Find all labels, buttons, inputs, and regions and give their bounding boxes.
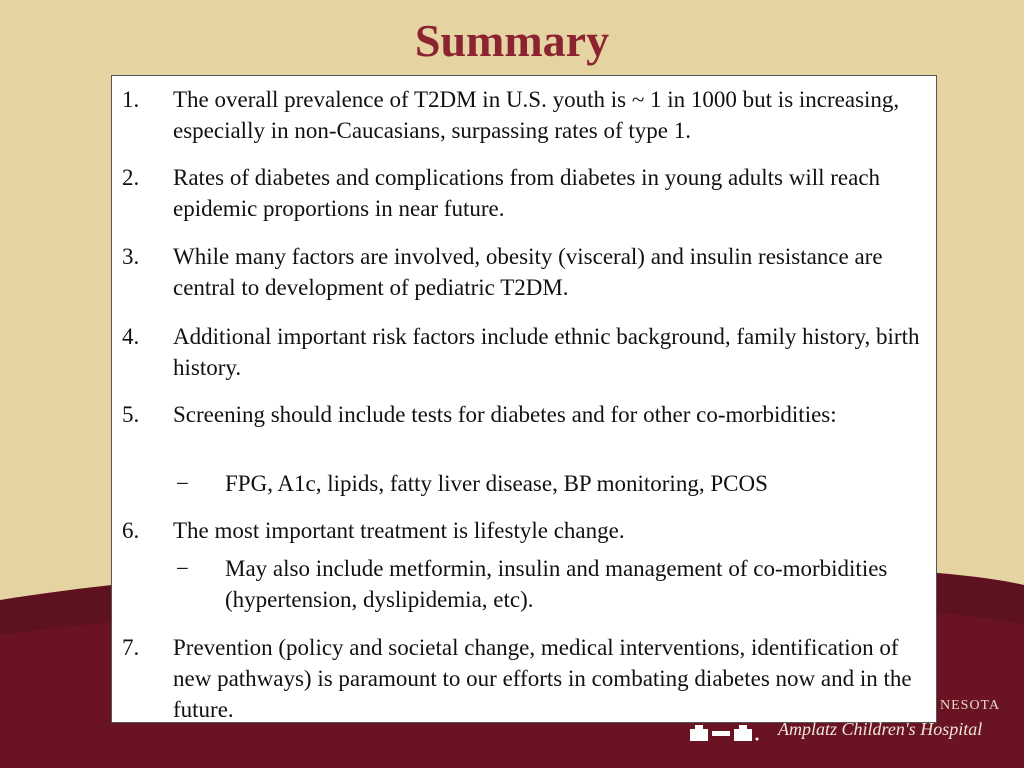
sub-item-text: May also include metformin, insulin and management of co-morbidities (hypertension, dyslipidemia, etc). <box>225 556 888 612</box>
item-text: While many factors are involved, obesity (visceral) and insulin resistance are central to development of pediatric T2DM. <box>173 244 883 300</box>
item-number: 6. <box>122 518 140 543</box>
item-number: 7. <box>122 635 140 660</box>
item-text: Additional important risk factors include ethnic background, family history, birth history. <box>173 324 920 380</box>
item-text: Prevention (policy and societal change, medical interventions, identification of new pathways) is paramount to our efforts in combating diabetes now and in the future. <box>173 635 912 722</box>
footer-hospital-name: Amplatz Children's Hospital <box>778 719 983 739</box>
item-number: 4. <box>122 324 140 349</box>
slide-title: Summary <box>414 15 610 66</box>
item-text: Screening should include tests for diabetes and for other co-morbidities: <box>173 402 837 427</box>
item-number: 2. <box>122 165 140 190</box>
item-text: Rates of diabetes and complications from diabetes in young adults will reach epidemic proportions in near future. <box>173 165 881 221</box>
item-text: The overall prevalence of T2DM in U.S. youth is ~ 1 in 1000 but is increasing, especially in non-Caucasians, surpassing rates of type 1. <box>173 87 900 143</box>
item-number: 5. <box>122 402 140 427</box>
footer-university-name: NESOTA <box>940 698 1001 713</box>
hospital-logo-icon <box>690 722 760 742</box>
sub-bullet-dash: − <box>176 556 189 581</box>
item-text: The most important treatment is lifestyle change. <box>173 518 625 543</box>
item-number: 3. <box>122 244 140 269</box>
item-number: 1. <box>122 87 140 112</box>
summary-box <box>111 75 937 723</box>
sub-bullet-dash: − <box>176 471 189 496</box>
sub-item-text: FPG, A1c, lipids, fatty liver disease, BP monitoring, PCOS <box>225 471 768 496</box>
